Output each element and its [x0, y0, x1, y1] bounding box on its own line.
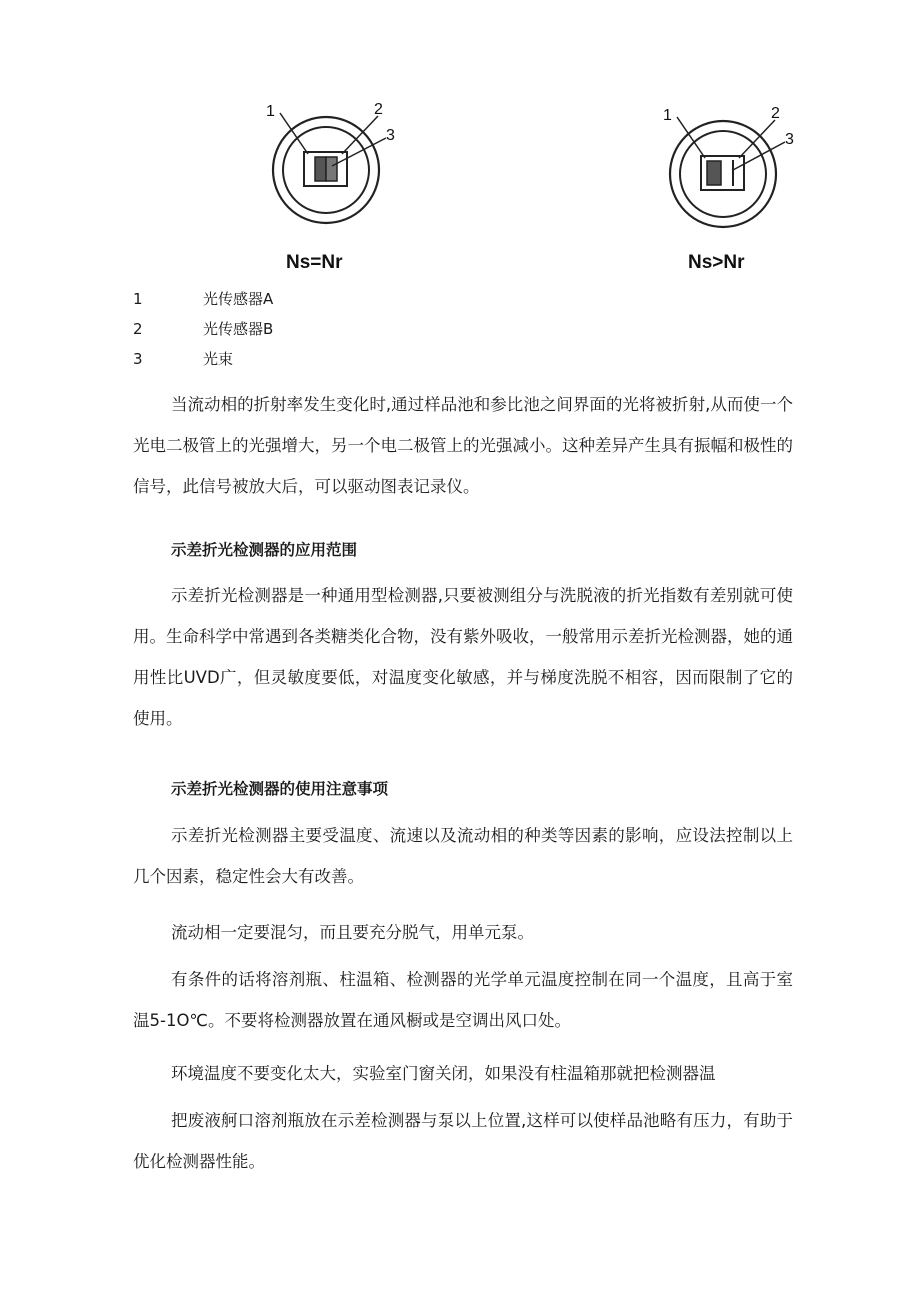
figure-ns-eq-nr: [258, 96, 408, 226]
figure-caption-right: Ns>Nr: [688, 252, 745, 273]
label-2: 2: [374, 101, 383, 118]
section-heading-precautions: 示差折光检测器的使用注意事项: [171, 780, 389, 798]
label-3: 3: [785, 131, 794, 148]
sensor-a: [707, 161, 721, 185]
sensor-diagram-right: [655, 100, 805, 230]
label-2: 2: [771, 105, 780, 122]
legend-text: 光传感器B: [203, 320, 274, 338]
label-1: 1: [663, 107, 672, 124]
paragraph-waste-bottle: 把废液舸口溶剂瓶放在示差检测器与泵以上位置,这样可以使样品池略有压力，有助于优化检测器性能。: [133, 1111, 793, 1171]
paragraph-mobile-phase: 流动相一定要混匀，而且要充分脱气，用单元泵。: [171, 923, 534, 942]
legend-text: 光束: [203, 350, 234, 368]
legend-number: 2: [133, 320, 143, 338]
paragraph-temperature-control: 有条件的话将溶剂瓶、柱温箱、检测器的光学单元温度控制在同一个温度，且高于室温5-1O℃。不要将检测器放置在通风橱或是空调出风口处。: [133, 970, 793, 1030]
figure-ns-gt-nr: [655, 100, 805, 230]
sensor-b: [326, 157, 337, 181]
sensor-a: [315, 157, 326, 181]
outer-ring: [670, 121, 776, 227]
paragraph-environment: 环境温度不要变化太大，实验室门窗关闭，如果没有柱温箱那就把检测器温: [171, 1064, 716, 1083]
sensor-diagram-left: [258, 96, 408, 226]
figure-caption-left: Ns=Nr: [286, 252, 343, 273]
paragraph-application: 示差折光检测器是一种通用型检测器,只要被测组分与洗脱液的折光指数有差别就可使用。生命科学中常遇到各类糖类化合物，没有紫外吸收，一般常用示差折光检测器，她的通用性比UVD广，但灵敏度要低，对温度变化敏感，并与梯度洗脱不相容，因而限制了它的使用。: [133, 586, 793, 728]
paragraph-refraction: 当流动相的折射率发生变化时,通过样品池和参比池之间界面的光将被折射,从而使一个光电二极管上的光强增大，另一个电二极管上的光强减小。这种差异产生具有振幅和极性的信号，此信号被放大后，可以驱动图表记录仪。: [133, 395, 793, 496]
paragraph-precautions: 示差折光检测器主要受温度、流速以及流动相的种类等因素的影响，应设法控制以上几个因素，稳定性会大有改善。: [133, 826, 793, 886]
legend-text: 光传感器A: [203, 290, 274, 308]
label-1: 1: [266, 103, 275, 120]
legend-number: 1: [133, 290, 143, 308]
label-3: 3: [386, 127, 395, 144]
legend-number: 3: [133, 350, 143, 368]
section-heading-application: 示差折光检测器的应用范围: [171, 541, 358, 559]
